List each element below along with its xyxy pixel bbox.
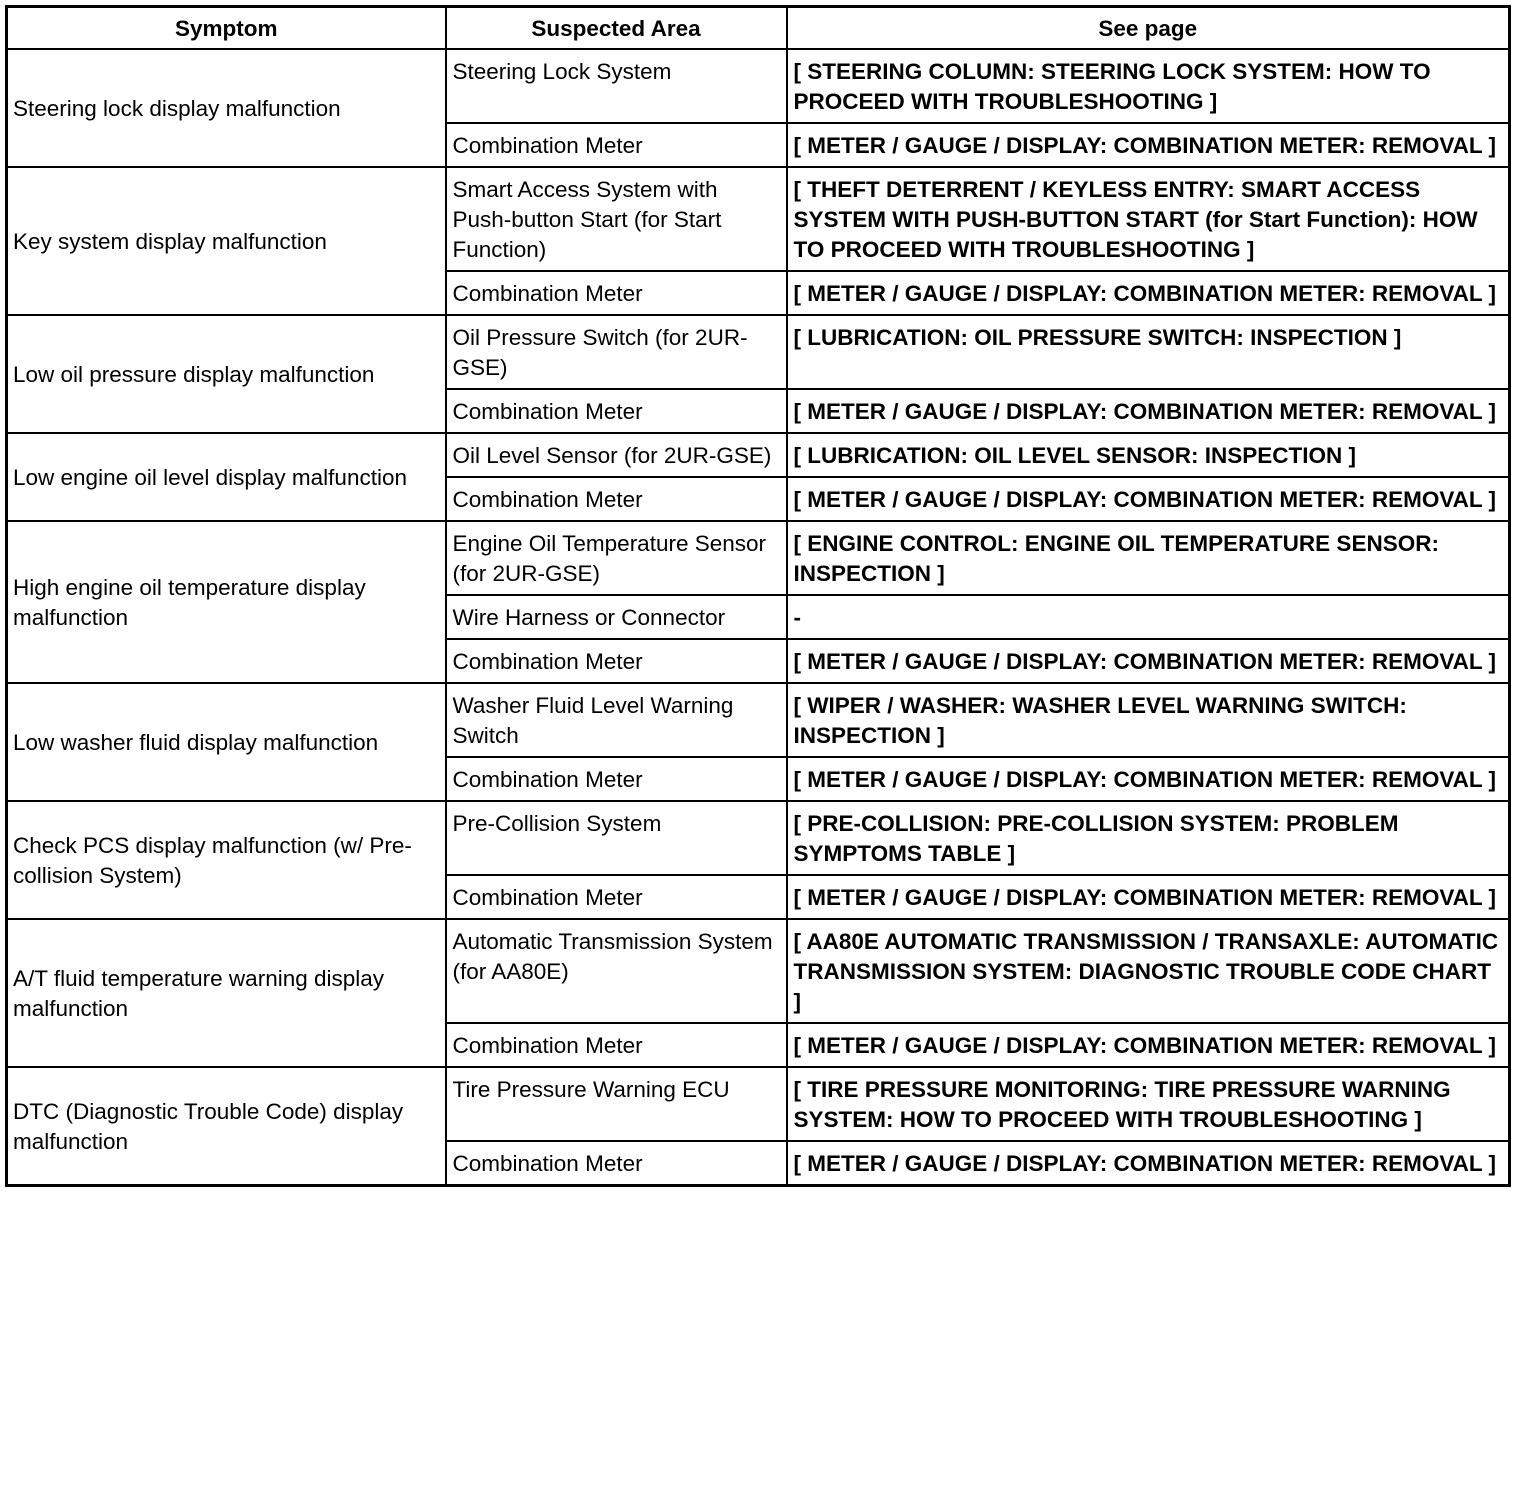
symptom-cell: A/T fluid temperature warning display malfunction <box>7 919 446 1067</box>
symptom-cell: DTC (Diagnostic Trouble Code) display malfunction <box>7 1067 446 1186</box>
table-row <box>7 919 1510 1023</box>
see-page-reference: [ METER / GAUGE / DISPLAY: COMBINATION METER: REMOVAL ] <box>787 271 1510 315</box>
suspected-area-cell: Engine Oil Temperature Sensor (for 2UR-GSE) <box>446 521 787 595</box>
table-row <box>7 167 1510 271</box>
see-page-reference: [ LUBRICATION: OIL PRESSURE SWITCH: INSPECTION ] <box>787 315 1510 389</box>
suspected-area-cell: Combination Meter <box>446 123 787 167</box>
header-see-page: See page <box>787 7 1510 50</box>
symptom-cell: Low engine oil level display malfunction <box>7 433 446 521</box>
see-page-reference: [ TIRE PRESSURE MONITORING: TIRE PRESSURE WARNING SYSTEM: HOW TO PROCEED WITH TROUBLESHOOTING ] <box>787 1067 1510 1141</box>
table-body <box>7 49 1510 1186</box>
suspected-area-cell: Combination Meter <box>446 1141 787 1186</box>
see-page-reference: [ THEFT DETERRENT / KEYLESS ENTRY: SMART ACCESS SYSTEM WITH PUSH-BUTTON START (for Start Function): HOW TO PROCEED WITH TROUBLESHOOTING ] <box>787 167 1510 271</box>
symptom-table <box>5 5 1511 1187</box>
see-page-reference: [ STEERING COLUMN: STEERING LOCK SYSTEM: HOW TO PROCEED WITH TROUBLESHOOTING ] <box>787 49 1510 123</box>
suspected-area-cell: Combination Meter <box>446 389 787 433</box>
table-row <box>7 521 1510 595</box>
symptom-cell: Steering lock display malfunction <box>7 49 446 167</box>
suspected-area-cell: Automatic Transmission System (for AA80E) <box>446 919 787 1023</box>
symptom-cell: Low oil pressure display malfunction <box>7 315 446 433</box>
table-row <box>7 801 1510 875</box>
see-page-reference: [ METER / GAUGE / DISPLAY: COMBINATION METER: REMOVAL ] <box>787 477 1510 521</box>
table-row <box>7 1067 1510 1141</box>
header-symptom: Symptom <box>7 7 446 50</box>
suspected-area-cell: Oil Pressure Switch (for 2UR-GSE) <box>446 315 787 389</box>
table-row <box>7 49 1510 123</box>
suspected-area-cell: Tire Pressure Warning ECU <box>446 1067 787 1141</box>
symptom-cell: High engine oil temperature display malfunction <box>7 521 446 683</box>
see-page-reference: [ ENGINE CONTROL: ENGINE OIL TEMPERATURE SENSOR: INSPECTION ] <box>787 521 1510 595</box>
suspected-area-cell: Combination Meter <box>446 757 787 801</box>
suspected-area-cell: Oil Level Sensor (for 2UR-GSE) <box>446 433 787 477</box>
see-page-reference: [ METER / GAUGE / DISPLAY: COMBINATION METER: REMOVAL ] <box>787 389 1510 433</box>
see-page-reference: [ PRE-COLLISION: PRE-COLLISION SYSTEM: PROBLEM SYMPTOMS TABLE ] <box>787 801 1510 875</box>
see-page-reference: [ METER / GAUGE / DISPLAY: COMBINATION METER: REMOVAL ] <box>787 1023 1510 1067</box>
symptom-cell: Low washer fluid display malfunction <box>7 683 446 801</box>
header-suspected-area: Suspected Area <box>446 7 787 50</box>
see-page-reference: [ METER / GAUGE / DISPLAY: COMBINATION METER: REMOVAL ] <box>787 875 1510 919</box>
suspected-area-cell: Washer Fluid Level Warning Switch <box>446 683 787 757</box>
symptom-cell: Check PCS display malfunction (w/ Pre-collision System) <box>7 801 446 919</box>
suspected-area-cell: Pre-Collision System <box>446 801 787 875</box>
see-page-reference: [ METER / GAUGE / DISPLAY: COMBINATION METER: REMOVAL ] <box>787 639 1510 683</box>
suspected-area-cell: Combination Meter <box>446 875 787 919</box>
suspected-area-cell: Steering Lock System <box>446 49 787 123</box>
see-page-reference: [ METER / GAUGE / DISPLAY: COMBINATION METER: REMOVAL ] <box>787 1141 1510 1186</box>
see-page-reference: [ LUBRICATION: OIL LEVEL SENSOR: INSPECTION ] <box>787 433 1510 477</box>
table-row <box>7 315 1510 389</box>
see-page-reference: - <box>787 595 1510 639</box>
suspected-area-cell: Combination Meter <box>446 639 787 683</box>
suspected-area-cell: Wire Harness or Connector <box>446 595 787 639</box>
table-header <box>7 7 1510 50</box>
see-page-reference: [ METER / GAUGE / DISPLAY: COMBINATION METER: REMOVAL ] <box>787 123 1510 167</box>
table-row <box>7 433 1510 477</box>
suspected-area-cell: Combination Meter <box>446 1023 787 1067</box>
table-row <box>7 683 1510 757</box>
see-page-reference: [ METER / GAUGE / DISPLAY: COMBINATION METER: REMOVAL ] <box>787 757 1510 801</box>
suspected-area-cell: Combination Meter <box>446 477 787 521</box>
header-row <box>7 7 1510 50</box>
symptom-cell: Key system display malfunction <box>7 167 446 315</box>
suspected-area-cell: Combination Meter <box>446 271 787 315</box>
suspected-area-cell: Smart Access System with Push-button Start (for Start Function) <box>446 167 787 271</box>
see-page-reference: [ AA80E AUTOMATIC TRANSMISSION / TRANSAXLE: AUTOMATIC TRANSMISSION SYSTEM: DIAGNOSTIC TROUBLE CODE CHART ] <box>787 919 1510 1023</box>
see-page-reference: [ WIPER / WASHER: WASHER LEVEL WARNING SWITCH: INSPECTION ] <box>787 683 1510 757</box>
